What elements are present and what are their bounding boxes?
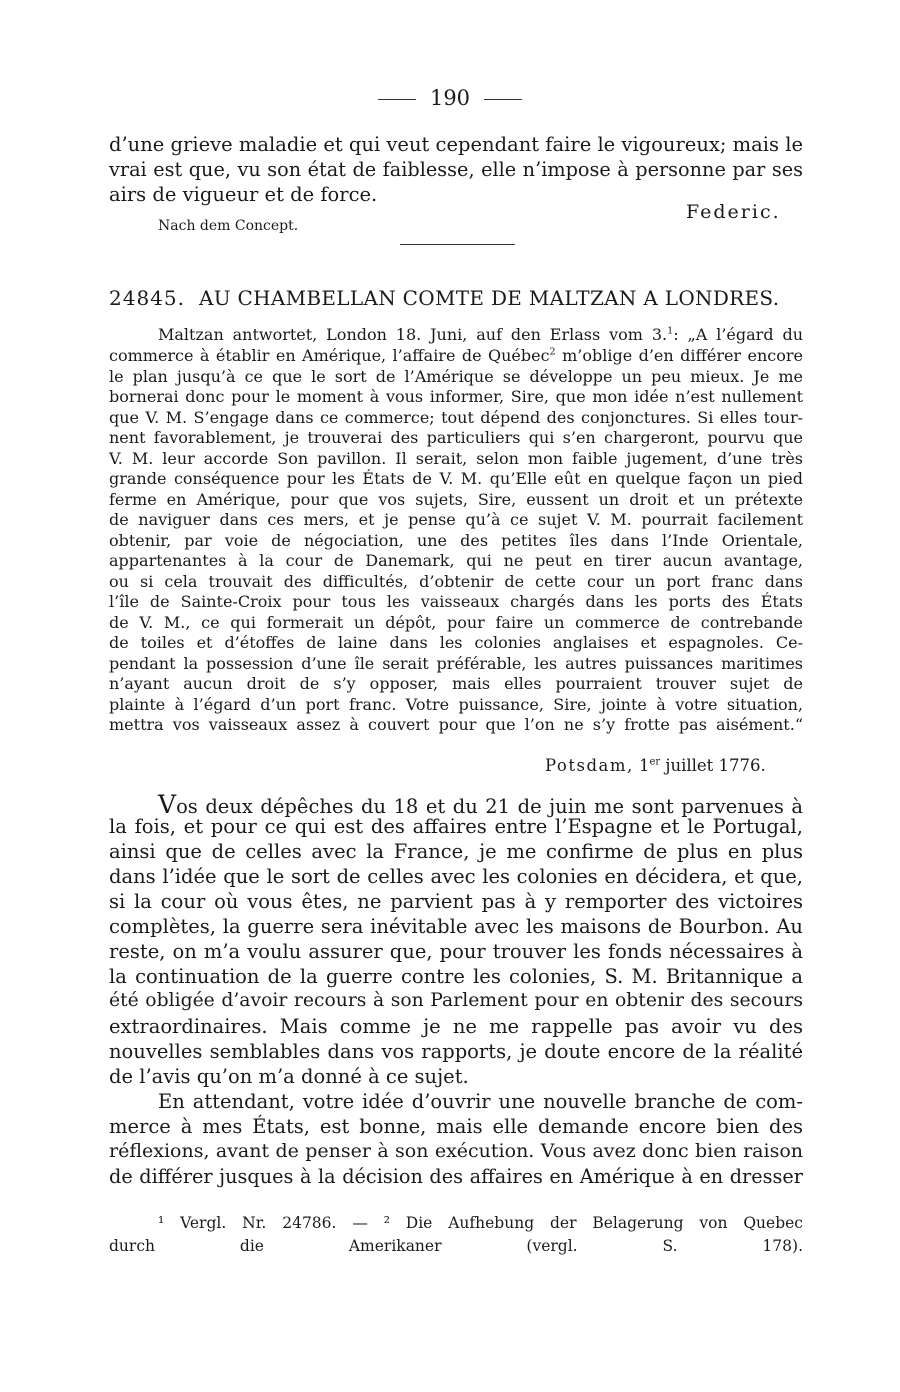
- footnote-ref-2: 2: [549, 346, 556, 358]
- continuation-line-3: airs de vigueur et de force.: [109, 183, 378, 206]
- summary-line-7: V. M. leur accorde Son pavillon. Il serait, selon mon faible jugement, d’une très: [109, 449, 803, 468]
- page-number-dash-left: [378, 99, 416, 100]
- summary-line-14: l’île de Sainte-Croix pour tous les vaisseaux chargés dans les ports des États: [109, 592, 803, 611]
- summary-line-2-tail: m’oblige d’en différer encore: [562, 346, 803, 365]
- summary-line-20: mettra vos vaisseaux assez à couvert pour que l’on ne s’y frotte pas aisément.“: [109, 715, 803, 734]
- continuation-line-2: vrai est que, vu son état de faiblesse, elle n’impose à personne par ses: [109, 158, 803, 181]
- summary-line-17: pendant la possession d’une île serait préférable, les autres puissances maritimes: [109, 654, 803, 673]
- summary-line-8: grande conséquence pour les États de V. M. qu’Elle eût en quelque façon un pied: [109, 469, 803, 488]
- summary-line-9: ferme en Amérique, pour que vos sujets, Sire, eussent un droit et un prétexte: [109, 490, 803, 509]
- body-line-1-text: os deux dépêches du 18 et du 21 de juin me sont parvenues à: [176, 795, 803, 818]
- summary-line-1: [158, 325, 803, 344]
- dateline-rest: juillet 1776.: [665, 756, 766, 775]
- summary-line-18: n’ayant aucun droit de s’y opposer, mais elles pourraient trouver sujet de: [109, 674, 803, 693]
- body-line-5: si la cour où vous êtes, ne parvient pas à y remporter des victoires: [109, 890, 803, 913]
- summary-line-3: le plan jusqu’à ce que le sort de l’Amérique se développe un peu mieux. Je me: [109, 367, 803, 386]
- summary-line-19: plainte à l’égard d’un port franc. Votre puissance, Sire, jointe à votre situation,: [109, 695, 803, 714]
- summary-line-16: de toiles et d’étoffes de laine dans les colonies anglaises et espagnoles. Ce-: [109, 633, 803, 652]
- summary-line-15: de V. M., ce qui formerait un dépôt, pour faire un commerce de contrebande: [109, 613, 803, 632]
- summary-line-6: nent favorablement, je trouverai des particuliers qui s’en chargeront, pourvu que: [109, 428, 803, 447]
- body-line-2: la fois, et pour ce qui est des affaires entre l’Espagne et le Portugal,: [109, 815, 803, 838]
- letter-number: 24845.: [109, 286, 185, 310]
- body-line-4: dans l’idée que le sort de celles avec les colonies en décidera, et que,: [109, 865, 803, 888]
- footnote-line-1: [158, 1214, 803, 1232]
- summary-line-12: appartenantes à la cour de Danemark, qui ne peut en tirer aucun avantage,: [109, 551, 803, 570]
- summary-line-5: que V. M. S’engage dans ce commerce; tout dépend des conjonctures. Si elles tour-: [109, 408, 803, 427]
- summary-line-10: de naviguer dans ces mers, et je pense qu’à ce sujet V. M. pourrait facilement: [109, 510, 803, 529]
- summary-line-13: ou si cela trouvait des difficultés, d’obtenir de cette cour un port franc dans: [109, 572, 803, 591]
- summary-line-1-text: Maltzan antwortet, London 18. Juni, auf den Erlass vom 3.: [158, 325, 668, 344]
- letter-title: AU CHAMBELLAN COMTE DE MALTZAN A LONDRES.: [198, 286, 780, 310]
- summary-line-1-tail: : „A l’égard du: [673, 325, 804, 344]
- summary-line-11: obtenir, par voie de négociation, une des petites îles dans l’Inde Orientale,: [109, 531, 803, 550]
- body-line-10: extraordinaires. Mais comme je ne me rappelle pas avoir vu des: [109, 1015, 803, 1038]
- body-line-11: nouvelles semblables dans vos rapports, je doute encore de la réalité: [109, 1040, 803, 1063]
- body-line-16: de différer jusques à la décision des affaires en Amérique à en dresser: [109, 1165, 803, 1188]
- continuation-line-1: d’une grieve maladie et qui veut cependant faire le vigoureux; mais le: [109, 133, 803, 156]
- summary-line-2: [109, 346, 803, 365]
- dateline-day: 1: [639, 756, 650, 775]
- dateline: [545, 756, 766, 775]
- summary-line-4: bornerai donc pour le moment à vous informer, Sire, que mon idée n’est nullement: [109, 387, 803, 406]
- dateline-day-sup: er: [649, 756, 661, 768]
- page-number-text: 190: [429, 86, 471, 110]
- footnote-ref-1: 1: [667, 325, 674, 337]
- footnote-line-1-text: Vergl. Nr. 24786. — ² Die Aufhebung der Belagerung von Quebec: [180, 1214, 803, 1232]
- footnote-mark-1: ¹: [158, 1214, 165, 1232]
- dateline-place: Potsdam,: [545, 756, 634, 775]
- footnote-line-2: durch die Amerikaner (vergl. S. 178).: [109, 1237, 803, 1255]
- body-line-7: reste, on m’a voulu assurer que, pour trouver les fonds nécessaires à: [109, 940, 803, 963]
- page-number-dash-right: [484, 99, 522, 100]
- body-line-3: ainsi que de celles avec la France, je me confirme de plus en plus: [109, 840, 803, 863]
- body-line-13: En attendant, votre idée d’ouvrir une nouvelle branche de com-: [158, 1090, 803, 1113]
- summary-line-2-text: commerce à établir en Amérique, l’affaire de Québec: [109, 346, 550, 365]
- letter-heading: [109, 286, 803, 310]
- body-line-15: réflexions, avant de penser à son exécution. Vous avez donc bien raison: [109, 1140, 803, 1162]
- page-number: [0, 86, 900, 110]
- body-line-14: merce à mes États, est bonne, mais elle demande encore bien des: [109, 1115, 803, 1138]
- body-line-9: été obligée d’avoir recours à son Parlement pour en obtenir des secours: [109, 990, 803, 1011]
- signature: Federic.: [686, 201, 781, 223]
- body-line-8: la continuation de la guerre contre les colonies, S. M. Britannique a: [109, 965, 803, 988]
- concept-note: Nach dem Concept.: [158, 218, 299, 234]
- drop-letter: V: [158, 790, 177, 819]
- section-divider: [400, 244, 515, 245]
- body-line-6: complètes, la guerre sera inévitable avec les maisons de Bourbon. Au: [109, 915, 803, 938]
- body-line-12: de l’avis qu’on m’a donné à ce sujet.: [109, 1065, 469, 1088]
